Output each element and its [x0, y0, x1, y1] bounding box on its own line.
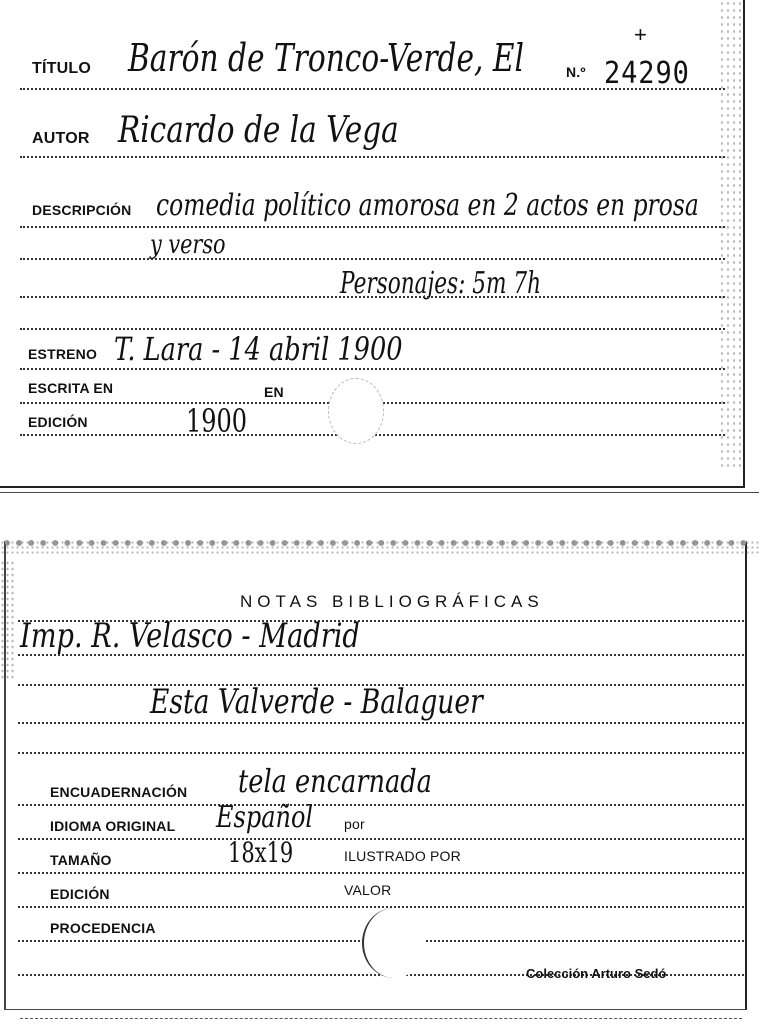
descripcion-label: DESCRIPCIÓN — [32, 202, 132, 218]
tamano-value: 18x19 — [228, 836, 294, 869]
titulo-label: TÍTULO — [32, 60, 91, 77]
descripcion-rule-2 — [20, 258, 725, 260]
personajes-value: Personajes: 5m 7h — [340, 266, 542, 301]
notes-line-2: Esta Valverde - Balaguer — [150, 682, 483, 722]
numero-value: 24290 — [604, 56, 690, 91]
edicion-value: 1900 — [186, 402, 248, 440]
punch-hole — [362, 908, 426, 978]
estreno-value: T. Lara - 14 abril 1900 — [114, 330, 403, 368]
encuadernacion-rule — [18, 804, 744, 806]
encuadernacion-value: tela encarnada — [238, 762, 432, 800]
autor-value: Ricardo de la Vega — [118, 110, 399, 151]
titulo-rule — [20, 88, 725, 90]
valor-label: VALOR — [344, 882, 392, 898]
ilustrado-por-label: ILUSTRADO POR — [344, 848, 461, 864]
idioma-rule — [18, 838, 744, 840]
autor-label: AUTOR — [32, 130, 90, 147]
idioma-original-value: Español — [216, 800, 314, 835]
encuadernacion-label: ENCUADERNACIÓN — [50, 784, 188, 800]
numero-label: N.º — [566, 64, 586, 80]
bottom-edge — [20, 1018, 742, 1019]
titulo-value: Barón de Tronco-Verde, El — [128, 36, 524, 80]
descripcion-line-2: y verso — [150, 230, 226, 260]
procedencia-label: PROCEDENCIA — [50, 920, 156, 936]
en-label: EN — [264, 384, 284, 400]
edicion-back-label: EDICIÓN — [50, 886, 110, 902]
escrita-en-label: ESCRITA EN — [28, 380, 114, 396]
collection-credit: Colección Arturo Sedó — [526, 966, 667, 981]
notas-heading: NOTAS BIBLIOGRÁFICAS — [240, 592, 544, 611]
estreno-label: ESTRENO — [28, 346, 98, 362]
notes-rule-5 — [18, 752, 744, 754]
punch-hole — [328, 378, 384, 444]
numero-mark: + — [634, 22, 647, 47]
notes-line-1: Imp. R. Velasco - Madrid — [20, 616, 360, 656]
notes-rule-4 — [18, 722, 744, 724]
tamano-rule — [18, 872, 744, 874]
estreno-rule — [20, 368, 725, 370]
edicion-label: EDICIÓN — [28, 414, 88, 430]
descripcion-rule-3 — [20, 296, 725, 298]
paper-speckle — [719, 0, 743, 470]
catalog-card-back — [4, 540, 747, 1010]
catalog-card-front — [0, 0, 745, 488]
card-separator — [0, 492, 759, 493]
paper-speckle — [0, 560, 14, 680]
edicion-back-rule — [18, 906, 744, 908]
notes-rule-2 — [18, 654, 744, 656]
tamano-label: TAMAÑO — [50, 852, 112, 868]
idioma-original-label: IDIOMA ORIGINAL — [50, 818, 176, 834]
descripcion-line-1: comedia político amorosa en 2 actos en prosa — [156, 188, 699, 223]
autor-rule — [20, 156, 725, 158]
por-label: por — [344, 816, 365, 832]
paper-speckle — [0, 540, 759, 554]
descripcion-rule-1 — [20, 226, 725, 228]
